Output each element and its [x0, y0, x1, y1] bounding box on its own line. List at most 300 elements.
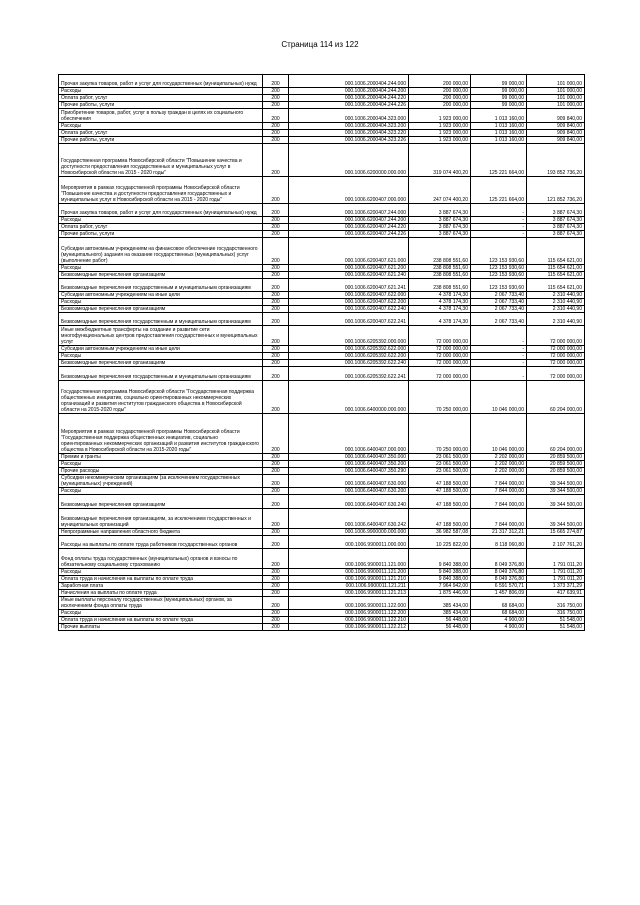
row-kvr-cell: 200: [263, 109, 289, 122]
table-row: [59, 568, 585, 575]
row-remaining-amount-cell: 20 859 500,00: [527, 453, 585, 460]
row-remaining-amount-cell: 2 310 440,90: [527, 298, 585, 305]
row-kvr-cell: 200: [263, 230, 289, 237]
row-code-cell: 000.1006.9900011.122.210: [289, 617, 409, 624]
table-row: [59, 271, 585, 278]
row-executed-amount-cell: 2 067 733,40: [471, 298, 527, 305]
table-row: [59, 216, 585, 223]
row-executed-amount-cell: 123 153 930,60: [471, 264, 527, 271]
table-row: [59, 109, 585, 122]
row-remaining-amount-cell: 316 750,00: [527, 610, 585, 617]
row-kvr-cell: 200: [263, 596, 289, 609]
row-executed-amount-cell: 8 049 376,80: [471, 548, 527, 568]
row-executed-amount-cell: -: [471, 230, 527, 237]
row-kvr-cell: 200: [263, 216, 289, 223]
row-approved-amount-cell: 200 000,00: [409, 102, 471, 109]
row-approved-amount-cell: 1 923 000,00: [409, 136, 471, 143]
row-executed-amount-cell: -: [471, 223, 527, 230]
row-code-cell: 000.1006.2000404.244.220: [289, 95, 409, 102]
row-code-cell: 000.1006.6400407.630.000: [289, 474, 409, 487]
row-name-cell: Безвозмездные перечисления организациям: [59, 495, 263, 508]
row-approved-amount-cell: 200 000,00: [409, 88, 471, 95]
row-kvr-cell: 200: [263, 326, 289, 346]
row-remaining-amount-cell: 115 654 621,00: [527, 264, 585, 271]
row-approved-amount-cell: 238 808 551,60: [409, 271, 471, 278]
row-code-cell: 000.1006.6200407.622.240: [289, 305, 409, 312]
row-approved-amount-cell: 7 964 942,00: [409, 582, 471, 589]
row-executed-amount-cell: 1 013 160,00: [471, 136, 527, 143]
row-name-cell: Оплата работ, услуг: [59, 223, 263, 230]
row-kvr-cell: 200: [263, 271, 289, 278]
row-code-cell: 000.1006.9900000.000.000: [289, 528, 409, 535]
row-name-cell: Государственная программа Новосибирской области "Государственная поддержка общественных инициатив, социально ориентированных некоммерческих организаций и развития институтов гражданского общества в Новосибирской области на 2015-2020 годы": [59, 380, 263, 413]
row-approved-amount-cell: 3 887 674,30: [409, 203, 471, 216]
row-code-cell: 000.1006.6400407.350.000: [289, 453, 409, 460]
row-approved-amount-cell: 72 000 000,00: [409, 326, 471, 346]
row-remaining-amount-cell: 72 000 000,00: [527, 360, 585, 367]
row-kvr-cell: 200: [263, 136, 289, 143]
row-kvr-cell: 200: [263, 548, 289, 568]
row-remaining-amount-cell: 909 840,00: [527, 136, 585, 143]
row-name-cell: Субсидии некоммерческим организациям (за исключением государственных (муниципальных) учреждений): [59, 474, 263, 487]
row-approved-amount-cell: 4 378 174,30: [409, 298, 471, 305]
row-kvr-cell: 200: [263, 122, 289, 129]
row-name-cell: Фонд оплаты труда государственных (муниципальных) органов и взносы по обязательному социальному страхованию: [59, 548, 263, 568]
table-row: [59, 264, 585, 271]
table-row: [59, 122, 585, 129]
row-kvr-cell: 200: [263, 312, 289, 325]
row-executed-amount-cell: 21 317 312,21: [471, 528, 527, 535]
row-name-cell: Расходы: [59, 460, 263, 467]
table-row: [59, 129, 585, 136]
table-row: [59, 102, 585, 109]
row-executed-amount-cell: 8 118 060,80: [471, 535, 527, 548]
row-name-cell: Безвозмездные перечисления государственным и муниципальным организациям: [59, 278, 263, 291]
row-code-cell: 000.1006.6205392.622.200: [289, 353, 409, 360]
row-name-cell: Расходы: [59, 216, 263, 223]
row-remaining-amount-cell: 72 000 000,00: [527, 346, 585, 353]
row-approved-amount-cell: 1 875 446,00: [409, 589, 471, 596]
row-kvr-cell: 200: [263, 380, 289, 413]
table-row: [59, 237, 585, 264]
row-approved-amount-cell: 1 923 000,00: [409, 129, 471, 136]
row-remaining-amount-cell: 909 840,00: [527, 122, 585, 129]
row-executed-amount-cell: 8 049 376,80: [471, 568, 527, 575]
row-kvr-cell: 200: [263, 589, 289, 596]
row-remaining-amount-cell: 1 791 011,20: [527, 575, 585, 582]
row-approved-amount-cell: 247 074 400,20: [409, 176, 471, 203]
row-remaining-amount-cell: 51 548,00: [527, 624, 585, 631]
row-remaining-amount-cell: 72 000 000,00: [527, 367, 585, 380]
row-approved-amount-cell: 238 808 551,60: [409, 264, 471, 271]
row-remaining-amount-cell: 72 000 000,00: [527, 353, 585, 360]
table-row: [59, 413, 585, 453]
table-row: [59, 312, 585, 325]
row-code-cell: 000.1006.9900011.121.200: [289, 568, 409, 575]
row-name-cell: Расходы: [59, 298, 263, 305]
row-executed-amount-cell: 2 202 000,00: [471, 460, 527, 467]
row-remaining-amount-cell: 101 000,00: [527, 75, 585, 88]
row-code-cell: 000.1006.6200407.621.241: [289, 278, 409, 291]
table-row: [59, 360, 585, 367]
row-kvr-cell: 200: [263, 413, 289, 453]
row-kvr-cell: 200: [263, 88, 289, 95]
row-code-cell: 000.1006.6205392.622.000: [289, 346, 409, 353]
row-name-cell: Прочая закупка товаров, работ и услуг для государственных (муниципальных) нужд: [59, 203, 263, 216]
row-kvr-cell: 200: [263, 575, 289, 582]
row-executed-amount-cell: 123 153 930,60: [471, 271, 527, 278]
row-executed-amount-cell: 99 000,00: [471, 75, 527, 88]
row-code-cell: 000.1006.6200407.000.000: [289, 176, 409, 203]
row-code-cell: 000.1006.6400407.630.200: [289, 488, 409, 495]
row-approved-amount-cell: 9 840 388,00: [409, 568, 471, 575]
row-remaining-amount-cell: 101 000,00: [527, 95, 585, 102]
row-executed-amount-cell: 10 046 000,00: [471, 413, 527, 453]
row-kvr-cell: 200: [263, 298, 289, 305]
row-kvr-cell: 200: [263, 453, 289, 460]
row-remaining-amount-cell: 72 000 000,00: [527, 326, 585, 346]
table-row: [59, 528, 585, 535]
table-row: [59, 508, 585, 528]
row-approved-amount-cell: 1 923 000,00: [409, 109, 471, 122]
row-code-cell: 000.1006.9900011.000.000: [289, 535, 409, 548]
row-kvr-cell: 200: [263, 305, 289, 312]
row-name-cell: Прочие работы, услуги: [59, 136, 263, 143]
table-row: [59, 488, 585, 495]
row-approved-amount-cell: 3 887 674,30: [409, 223, 471, 230]
row-code-cell: 000.1006.6200407.621.200: [289, 264, 409, 271]
table-row: [59, 474, 585, 487]
row-executed-amount-cell: -: [471, 326, 527, 346]
row-name-cell: Безвозмездные перечисления государственным и муниципальным организациям: [59, 312, 263, 325]
row-kvr-cell: 200: [263, 353, 289, 360]
row-name-cell: Прочие выплаты: [59, 624, 263, 631]
row-kvr-cell: 200: [263, 95, 289, 102]
table-row: [59, 624, 585, 631]
row-remaining-amount-cell: 39 344 500,00: [527, 495, 585, 508]
row-code-cell: 000.1006.2000404.244.000: [289, 75, 409, 88]
table-row: [59, 535, 585, 548]
row-name-cell: Оплата работ, услуг: [59, 95, 263, 102]
row-remaining-amount-cell: 39 344 500,00: [527, 508, 585, 528]
row-approved-amount-cell: 47 188 500,00: [409, 508, 471, 528]
row-executed-amount-cell: 7 844 000,00: [471, 495, 527, 508]
row-approved-amount-cell: 23 061 500,00: [409, 460, 471, 467]
row-executed-amount-cell: 125 221 664,00: [471, 176, 527, 203]
row-approved-amount-cell: 238 808 551,60: [409, 237, 471, 264]
row-kvr-cell: 200: [263, 474, 289, 487]
row-executed-amount-cell: 8 049 376,80: [471, 575, 527, 582]
page-number-header: Страница 114 из 122: [281, 40, 359, 49]
row-code-cell: 000.1006.6400407.000.000: [289, 413, 409, 453]
row-remaining-amount-cell: 20 859 500,00: [527, 460, 585, 467]
row-remaining-amount-cell: 316 750,00: [527, 596, 585, 609]
row-code-cell: 000.1006.9900011.121.211: [289, 582, 409, 589]
row-executed-amount-cell: -: [471, 346, 527, 353]
row-name-cell: Субсидии автономным учреждениям на иные цели: [59, 346, 263, 353]
row-approved-amount-cell: 10 225 822,00: [409, 535, 471, 548]
table-row: [59, 136, 585, 143]
row-name-cell: Расходы: [59, 264, 263, 271]
row-kvr-cell: 200: [263, 528, 289, 535]
table-row: [59, 326, 585, 346]
row-remaining-amount-cell: 193 852 736,20: [527, 143, 585, 176]
row-code-cell: 000.1006.6200407.244.200: [289, 216, 409, 223]
row-approved-amount-cell: 47 188 500,00: [409, 488, 471, 495]
row-executed-amount-cell: 7 844 000,00: [471, 508, 527, 528]
table-row: [59, 88, 585, 95]
row-approved-amount-cell: 72 000 000,00: [409, 360, 471, 367]
row-executed-amount-cell: 99 000,00: [471, 102, 527, 109]
row-code-cell: 000.1006.6400407.630.240: [289, 495, 409, 508]
row-approved-amount-cell: 9 840 388,00: [409, 575, 471, 582]
row-approved-amount-cell: 319 074 400,20: [409, 143, 471, 176]
row-kvr-cell: 200: [263, 129, 289, 136]
row-name-cell: Прочая закупка товаров, работ и услуг для государственных (муниципальных) нужд: [59, 75, 263, 88]
table-row: [59, 495, 585, 508]
row-code-cell: 000.1006.6200407.244.220: [289, 223, 409, 230]
row-kvr-cell: 200: [263, 237, 289, 264]
table-row: [59, 203, 585, 216]
row-remaining-amount-cell: 3 887 674,30: [527, 216, 585, 223]
row-executed-amount-cell: 1 457 806,09: [471, 589, 527, 596]
row-kvr-cell: 200: [263, 467, 289, 474]
row-executed-amount-cell: 68 684,00: [471, 610, 527, 617]
row-name-cell: Мероприятия в рамках государственной программы Новосибирской области "Повышение качества и доступности предоставления государственных и муниципальных услуг в Новосибирской области на 2015 - 2020 годы": [59, 176, 263, 203]
row-executed-amount-cell: 2 202 000,00: [471, 467, 527, 474]
row-kvr-cell: 200: [263, 176, 289, 203]
row-executed-amount-cell: -: [471, 360, 527, 367]
row-executed-amount-cell: 4 900,00: [471, 617, 527, 624]
row-name-cell: Мероприятия в рамках государственной программы Новосибирской области "Государственная поддержка общественных инициатив, социально ориентированных некоммерческих организаций и развития институтов гражданского общества в Новосибирской области на 2015-2020 годы": [59, 413, 263, 453]
row-approved-amount-cell: 238 808 551,60: [409, 278, 471, 291]
row-approved-amount-cell: 72 000 000,00: [409, 353, 471, 360]
table-row: [59, 467, 585, 474]
row-name-cell: Непрограммные направления областного бюджета: [59, 528, 263, 535]
row-executed-amount-cell: 10 046 000,00: [471, 380, 527, 413]
row-code-cell: 000.1006.6400000.000.000: [289, 380, 409, 413]
row-approved-amount-cell: 23 061 500,00: [409, 453, 471, 460]
row-remaining-amount-cell: 1 791 011,20: [527, 548, 585, 568]
row-remaining-amount-cell: 3 887 674,30: [527, 223, 585, 230]
row-approved-amount-cell: 4 378 174,30: [409, 305, 471, 312]
row-name-cell: Расходы: [59, 122, 263, 129]
row-executed-amount-cell: 1 013 160,00: [471, 109, 527, 122]
row-executed-amount-cell: 2 067 733,40: [471, 312, 527, 325]
row-remaining-amount-cell: 417 639,91: [527, 589, 585, 596]
table-row: [59, 176, 585, 203]
row-approved-amount-cell: 47 188 500,00: [409, 474, 471, 487]
row-approved-amount-cell: 47 188 500,00: [409, 495, 471, 508]
table-row: [59, 610, 585, 617]
row-code-cell: 000.1006.6205392.000.000: [289, 326, 409, 346]
budget-table-body: [59, 75, 585, 631]
row-kvr-cell: 200: [263, 367, 289, 380]
row-kvr-cell: 200: [263, 610, 289, 617]
row-approved-amount-cell: 56 448,00: [409, 624, 471, 631]
table-row: [59, 95, 585, 102]
row-code-cell: 000.1006.6200407.621.240: [289, 271, 409, 278]
row-name-cell: Расходы: [59, 568, 263, 575]
row-remaining-amount-cell: 121 852 736,20: [527, 176, 585, 203]
row-approved-amount-cell: 72 000 000,00: [409, 367, 471, 380]
table-row: [59, 589, 585, 596]
row-name-cell: Расходы: [59, 488, 263, 495]
row-executed-amount-cell: 4 900,00: [471, 624, 527, 631]
row-code-cell: 000.1006.9900011.122.212: [289, 624, 409, 631]
row-code-cell: 000.1006.2000404.323.200: [289, 122, 409, 129]
row-code-cell: 000.1006.9900011.121.213: [289, 589, 409, 596]
table-row: [59, 223, 585, 230]
row-remaining-amount-cell: 51 548,00: [527, 617, 585, 624]
row-approved-amount-cell: 4 378 174,30: [409, 291, 471, 298]
row-kvr-cell: 200: [263, 508, 289, 528]
row-name-cell: Оплата труда и начисления на выплаты по оплате труда: [59, 617, 263, 624]
row-remaining-amount-cell: 101 000,00: [527, 88, 585, 95]
row-remaining-amount-cell: 101 000,00: [527, 102, 585, 109]
row-approved-amount-cell: 72 000 000,00: [409, 346, 471, 353]
row-remaining-amount-cell: 1 791 011,20: [527, 568, 585, 575]
row-remaining-amount-cell: 15 665 274,87: [527, 528, 585, 535]
row-kvr-cell: 200: [263, 346, 289, 353]
row-code-cell: 000.1006.6200407.621.000: [289, 237, 409, 264]
row-remaining-amount-cell: 115 654 621,00: [527, 237, 585, 264]
table-row: [59, 75, 585, 88]
row-kvr-cell: 200: [263, 624, 289, 631]
row-executed-amount-cell: 1 013 160,00: [471, 129, 527, 136]
table-row: [59, 305, 585, 312]
row-kvr-cell: 200: [263, 495, 289, 508]
row-executed-amount-cell: -: [471, 216, 527, 223]
row-code-cell: 000.1006.9900011.122.000: [289, 596, 409, 609]
row-kvr-cell: 200: [263, 203, 289, 216]
row-name-cell: Расходы на выплаты по оплате труда работников государственных органов: [59, 535, 263, 548]
row-approved-amount-cell: 3 887 674,30: [409, 216, 471, 223]
row-remaining-amount-cell: 909 840,00: [527, 109, 585, 122]
row-code-cell: 000.1006.6200407.622.200: [289, 298, 409, 305]
row-name-cell: Оплата труда и начисления на выплаты по оплате труда: [59, 575, 263, 582]
row-code-cell: 000.1006.6205392.622.240: [289, 360, 409, 367]
row-name-cell: Безвозмездные перечисления организациям: [59, 305, 263, 312]
row-name-cell: Безвозмездные перечисления организациям: [59, 360, 263, 367]
row-remaining-amount-cell: 2 107 761,20: [527, 535, 585, 548]
row-remaining-amount-cell: 60 204 000,00: [527, 413, 585, 453]
row-name-cell: Расходы: [59, 88, 263, 95]
row-remaining-amount-cell: 39 344 500,00: [527, 474, 585, 487]
row-executed-amount-cell: 7 844 000,00: [471, 474, 527, 487]
row-code-cell: 000.1006.2000404.244.200: [289, 88, 409, 95]
table-row: [59, 582, 585, 589]
row-executed-amount-cell: 99 000,00: [471, 95, 527, 102]
row-name-cell: Премии и гранты: [59, 453, 263, 460]
row-kvr-cell: 200: [263, 264, 289, 271]
row-code-cell: 000.1006.6200407.244.226: [289, 230, 409, 237]
row-executed-amount-cell: 2 202 000,00: [471, 453, 527, 460]
row-kvr-cell: 200: [263, 143, 289, 176]
row-code-cell: 000.1006.2000404.323.000: [289, 109, 409, 122]
row-kvr-cell: 200: [263, 75, 289, 88]
row-code-cell: 000.1006.6200000.000.000: [289, 143, 409, 176]
table-row: [59, 460, 585, 467]
row-kvr-cell: 200: [263, 360, 289, 367]
row-name-cell: Начисления на выплаты по оплате труда: [59, 589, 263, 596]
row-approved-amount-cell: 23 061 500,00: [409, 467, 471, 474]
row-kvr-cell: 200: [263, 535, 289, 548]
row-approved-amount-cell: 70 250 000,00: [409, 380, 471, 413]
row-kvr-cell: 200: [263, 460, 289, 467]
row-remaining-amount-cell: 39 344 500,00: [527, 488, 585, 495]
table-row: [59, 367, 585, 380]
row-name-cell: Расходы: [59, 610, 263, 617]
row-name-cell: Безвозмездные перечисления организациям: [59, 271, 263, 278]
table-row: [59, 575, 585, 582]
row-approved-amount-cell: 200 000,00: [409, 95, 471, 102]
row-approved-amount-cell: 200 000,00: [409, 75, 471, 88]
table-row: [59, 346, 585, 353]
table-row: [59, 298, 585, 305]
table-row: [59, 548, 585, 568]
row-code-cell: 000.1006.9900011.122.200: [289, 610, 409, 617]
row-approved-amount-cell: 1 923 000,00: [409, 122, 471, 129]
row-approved-amount-cell: 385 434,00: [409, 596, 471, 609]
row-approved-amount-cell: 36 982 587,08: [409, 528, 471, 535]
row-remaining-amount-cell: 20 859 500,00: [527, 467, 585, 474]
row-code-cell: 000.1006.2000404.323.226: [289, 136, 409, 143]
row-kvr-cell: 200: [263, 223, 289, 230]
row-remaining-amount-cell: 2 310 440,90: [527, 291, 585, 298]
row-executed-amount-cell: 68 684,00: [471, 596, 527, 609]
row-kvr-cell: 200: [263, 617, 289, 624]
row-name-cell: Государственная программа Новосибирской области "Повышение качества и доступности предоставления государственных и муниципальных услуг в Новосибирской области на 2015 - 2020 годы": [59, 143, 263, 176]
row-remaining-amount-cell: 3 887 674,30: [527, 203, 585, 216]
row-name-cell: Безвозмездные перечисления государственным и муниципальным организациям: [59, 367, 263, 380]
row-name-cell: Иные межбюджетные трансферты на создание и развитие сети многофункциональных центров предоставления государственных и муниципальных услуг: [59, 326, 263, 346]
row-code-cell: 000.1006.6400407.630.242: [289, 508, 409, 528]
table-row: [59, 291, 585, 298]
row-executed-amount-cell: 123 153 930,60: [471, 278, 527, 291]
table-row: [59, 617, 585, 624]
row-executed-amount-cell: 123 153 930,60: [471, 237, 527, 264]
row-code-cell: 000.1006.2000404.244.226: [289, 102, 409, 109]
table-row: [59, 596, 585, 609]
table-row: [59, 353, 585, 360]
row-remaining-amount-cell: 115 654 621,00: [527, 271, 585, 278]
table-row: [59, 230, 585, 237]
row-code-cell: 000.1006.6200407.622.241: [289, 312, 409, 325]
row-executed-amount-cell: 1 013 160,00: [471, 122, 527, 129]
row-code-cell: 000.1006.9900011.121.000: [289, 548, 409, 568]
row-remaining-amount-cell: 1 373 371,29: [527, 582, 585, 589]
row-remaining-amount-cell: 60 204 000,00: [527, 380, 585, 413]
row-code-cell: 000.1006.6200407.244.000: [289, 203, 409, 216]
row-approved-amount-cell: 3 887 674,30: [409, 230, 471, 237]
row-name-cell: Субсидии автономным учреждениям на финансовое обеспечение государственного (муниципального) задания на оказание государственных (муниципальных) услуг (выполнение работ): [59, 237, 263, 264]
row-name-cell: Прочие работы, услуги: [59, 102, 263, 109]
row-executed-amount-cell: 6 591 570,71: [471, 582, 527, 589]
row-name-cell: Расходы: [59, 353, 263, 360]
row-executed-amount-cell: -: [471, 203, 527, 216]
row-approved-amount-cell: 4 378 174,30: [409, 312, 471, 325]
row-name-cell: Приобретение товаров, работ, услуг в пользу граждан в целях их социального обеспечения: [59, 109, 263, 122]
row-kvr-cell: 200: [263, 102, 289, 109]
row-approved-amount-cell: 9 840 388,00: [409, 548, 471, 568]
row-code-cell: 000.1006.6400407.350.290: [289, 467, 409, 474]
row-executed-amount-cell: -: [471, 353, 527, 360]
row-executed-amount-cell: 2 067 733,40: [471, 291, 527, 298]
row-name-cell: Безвозмездные перечисления организациям, за исключением государственных и муниципальных организаций: [59, 508, 263, 528]
table-row: [59, 453, 585, 460]
row-code-cell: 000.1006.2000404.323.220: [289, 129, 409, 136]
